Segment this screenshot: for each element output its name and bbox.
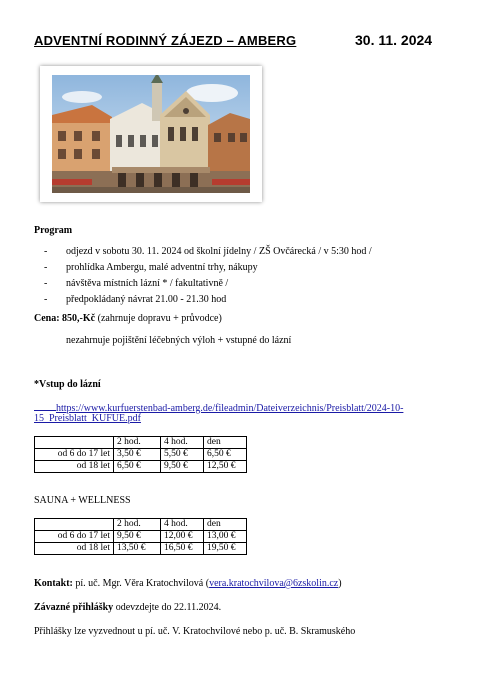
registration-label: Závazné přihlášky bbox=[34, 602, 114, 613]
table-cell: 19,50 € bbox=[204, 543, 247, 555]
table-row bbox=[35, 461, 247, 473]
bullet: - bbox=[44, 278, 48, 289]
program-item: odjezd v sobotu 30. 11. 2024 od školní jídelny / ZŠ Ovčárecká / v 5:30 hod / bbox=[66, 246, 372, 257]
bullet: - bbox=[44, 262, 48, 273]
contact-line bbox=[34, 578, 342, 590]
table-cell: 12,50 € bbox=[204, 461, 247, 473]
spa-pricelist-link-cont[interactable]: 15_Preisblatt_KUFUE.pdf bbox=[34, 413, 141, 424]
pickup-info: Přihlášky lze vyzvednout u pí. uč. V. Kratochvilové nebo p. uč. B. Skramuského bbox=[34, 626, 356, 637]
table-cell: den bbox=[204, 437, 247, 449]
table-cell: od 18 let bbox=[35, 543, 114, 555]
table-cell: 13,00 € bbox=[204, 531, 247, 543]
table-header-row bbox=[35, 519, 247, 531]
program-item: prohlídka Ambergu, malé adventní trhy, nákupy bbox=[66, 262, 258, 273]
table-cell: 12,00 € bbox=[161, 531, 204, 543]
table-row bbox=[35, 543, 247, 555]
table-cell: 5,50 € bbox=[161, 449, 204, 461]
spa-heading: *Vstup do lázní bbox=[34, 379, 101, 390]
table-cell: od 6 do 17 let bbox=[35, 531, 114, 543]
table-cell: 4 hod. bbox=[161, 437, 204, 449]
price-line bbox=[34, 313, 222, 325]
program-item: předpokládaný návrat 21.00 - 21.30 hod bbox=[66, 294, 227, 305]
spa-price-table bbox=[34, 436, 247, 473]
table-cell: 4 hod. bbox=[161, 519, 204, 531]
table-cell: 16,50 € bbox=[161, 543, 204, 555]
bullet: - bbox=[44, 294, 48, 305]
table-row bbox=[35, 531, 247, 543]
table-cell: 3,50 € bbox=[114, 449, 161, 461]
bullet: - bbox=[44, 246, 48, 257]
table-cell: den bbox=[204, 519, 247, 531]
table-cell: od 18 let bbox=[35, 461, 114, 473]
table-cell: 6,50 € bbox=[114, 461, 161, 473]
table-cell: 6,50 € bbox=[204, 449, 247, 461]
price-includes: (zahrnuje dopravu + průvodce) bbox=[97, 313, 222, 324]
table-cell: 13,50 € bbox=[114, 543, 161, 555]
spa-pricelist-link[interactable]: https://www.kurfuerstenbad-amberg.de/fileadmin/Dateiverzeichnis/Preisblatt/2024-10- bbox=[56, 403, 404, 414]
sauna-heading: SAUNA + WELLNESS bbox=[34, 495, 131, 506]
table-cell: 2 hod. bbox=[114, 437, 161, 449]
price-label: Cena: 850,-Kč bbox=[34, 313, 96, 324]
contact-text: pí. uč. Mgr. Věra Kratochvilová ( bbox=[75, 578, 210, 589]
amberg-town-hall-photo bbox=[52, 75, 250, 193]
program-item: návštěva místních lázní * / fakultativně / bbox=[66, 278, 229, 289]
price-excludes: nezahrnuje pojištění léčebných výloh + vstupné do lázní bbox=[66, 335, 292, 346]
table-cell bbox=[35, 519, 114, 531]
page-title bbox=[34, 33, 306, 48]
table-cell: 9,50 € bbox=[161, 461, 204, 473]
program-heading: Program bbox=[34, 225, 73, 236]
registration-text: odevzdejte do 22.11.2024. bbox=[115, 602, 222, 613]
registration-line bbox=[34, 602, 221, 614]
table-header-row bbox=[35, 437, 247, 449]
table-row bbox=[35, 449, 247, 461]
contact-label: Kontakt: bbox=[34, 578, 73, 589]
table-cell: 9,50 € bbox=[114, 531, 161, 543]
trip-date: 30. 11. 2024 bbox=[355, 32, 433, 48]
table-cell: 2 hod. bbox=[114, 519, 161, 531]
trip-title: ADVENTNÍ RODINNÝ ZÁJEZD – AMBERG bbox=[34, 33, 297, 48]
sauna-price-table bbox=[34, 518, 247, 555]
spa-link-line bbox=[34, 413, 141, 425]
contact-email-link[interactable]: vera.kratochvilova@6zskolin.cz bbox=[209, 578, 339, 589]
contact-close: ) bbox=[338, 578, 342, 589]
table-cell: od 6 do 17 let bbox=[35, 449, 114, 461]
table-cell bbox=[35, 437, 114, 449]
